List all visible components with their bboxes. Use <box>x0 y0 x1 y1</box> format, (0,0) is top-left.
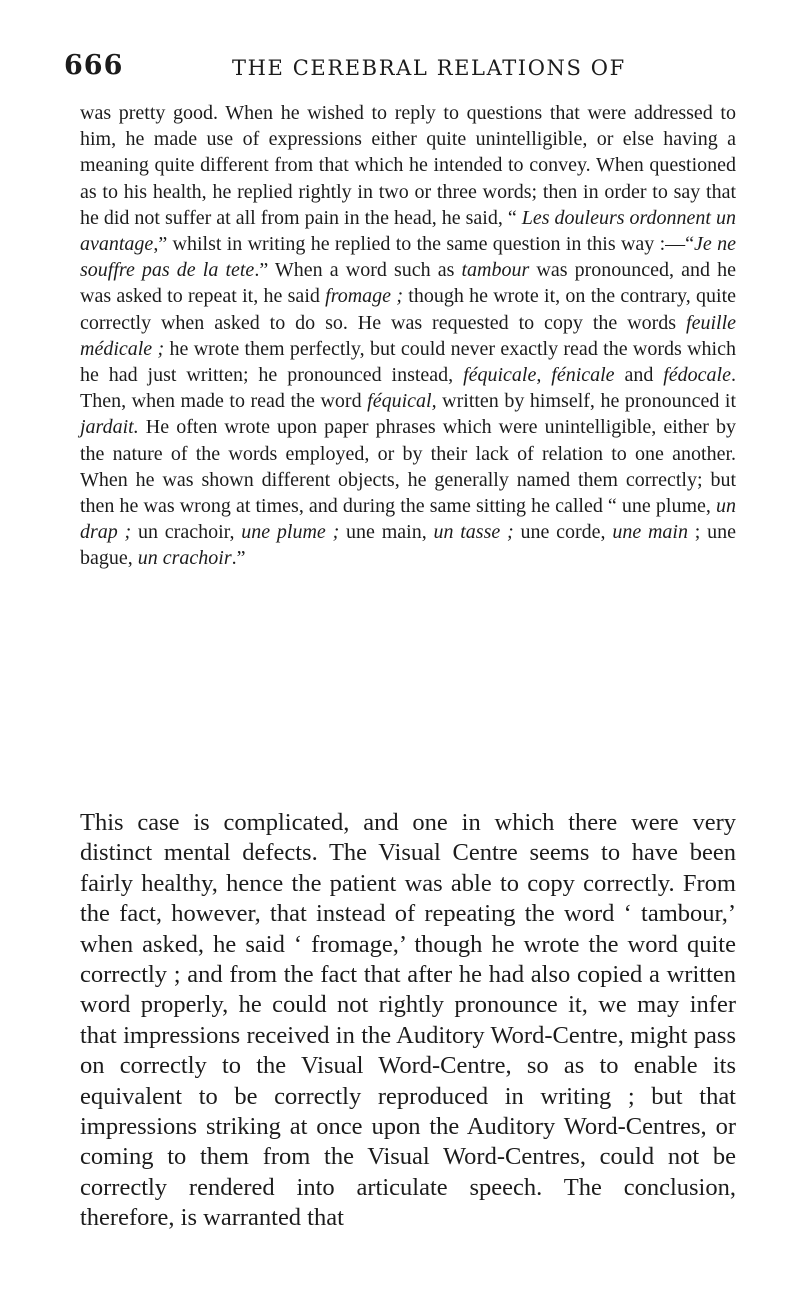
text-run: une corde, <box>513 521 613 544</box>
text-run: ,” whilst in writing he replied to the same question in this way :—“ <box>153 233 695 256</box>
italic-phrase: fromage ; <box>325 285 403 308</box>
italic-phrase: feuille médicale ; <box>80 311 736 360</box>
italic-phrase: Les douleurs ordonnent un avantage <box>80 206 736 256</box>
commentary-paragraph: This case is complicated, and one in which there were very distinct mental defects. The Visual Centre seems to have been fairly healthy, hence the patient was able to copy correctly. From the fact, however, that instead of repeating the word ‘ tambour,’ when asked, he said ‘ fromage,’ though he wrote the word quite correctly ; and from the fact that after he had also copied a written word properly, he could not rightly pronounce it, we may infer that impressions received in the Auditory Word-Centre, might pass on correctly to the Visual Word-Centre, so as to enable its equivalent to be correctly reproduced in writing ; but that impressions striking at once upon the Auditory Word-Centres, or coming to them from the Visual Word-Centres, could not be correctly rendered into articulate speech. The conclusion, therefore, is warranted that <box>80 809 736 1232</box>
quoted-case-paragraph <box>80 100 736 572</box>
italic-phrase: jardait. <box>80 416 139 439</box>
italic-phrase: une main <box>612 521 688 544</box>
page-number: 666 <box>64 50 124 81</box>
text-run: written by himself, he pronounced it <box>436 390 736 413</box>
italic-phrase: une plume ; <box>241 521 340 544</box>
text-run: un crachoir, <box>131 521 242 544</box>
italic-phrase: tambour <box>461 259 530 282</box>
text-run: was pretty good. When he wished to reply to questions that were addressed to him, he made use of expressions either quite unintelligible, or else having a meaning quite different from that which he intended to convey. When questioned as to his health, he replied rightly in two or three words; then in order to say that he did not suffer at all from pain in the head, he said, “ <box>80 102 736 229</box>
italic-phrase: un crachoir <box>137 547 232 570</box>
text-run: . Then, when made to read the word <box>80 364 736 413</box>
italic-phrase: féquicale, fénicale <box>463 364 615 387</box>
italic-phrase: un drap ; <box>80 495 736 544</box>
text-run: .” When a word such as <box>254 259 462 282</box>
italic-phrase: féquical, <box>367 390 437 413</box>
italic-phrase: un tasse ; <box>433 521 514 544</box>
page-header <box>0 50 801 94</box>
text-run: une main, <box>339 521 434 544</box>
text-run: though he wrote it, on the contrary, quite correctly when asked to do so. He was requested to copy the words <box>80 285 736 334</box>
text-run: and <box>614 364 664 387</box>
italic-phrase: fédocale <box>663 364 731 387</box>
running-title: THE CEREBRAL RELATIONS OF <box>232 56 626 80</box>
text-run: was pronounced, and he was asked to repeat it, he said <box>80 259 736 308</box>
text-run: He often wrote upon paper phrases which were unintelligible, either by the nature of the words employed, or by their lack of relation to one another. When he was shown different objects, he generally named them correctly; but then he was wrong at times, and during the same sitting he called “ une plume, <box>80 416 736 518</box>
italic-phrase: Je ne souffre pas de la tete <box>80 233 736 282</box>
text-run: ; une bague, <box>80 521 736 570</box>
text-run: he wrote them perfectly, but could never exactly read the words which he had just written; he pronounced instead, <box>80 337 736 387</box>
text-run: .” <box>231 547 246 570</box>
